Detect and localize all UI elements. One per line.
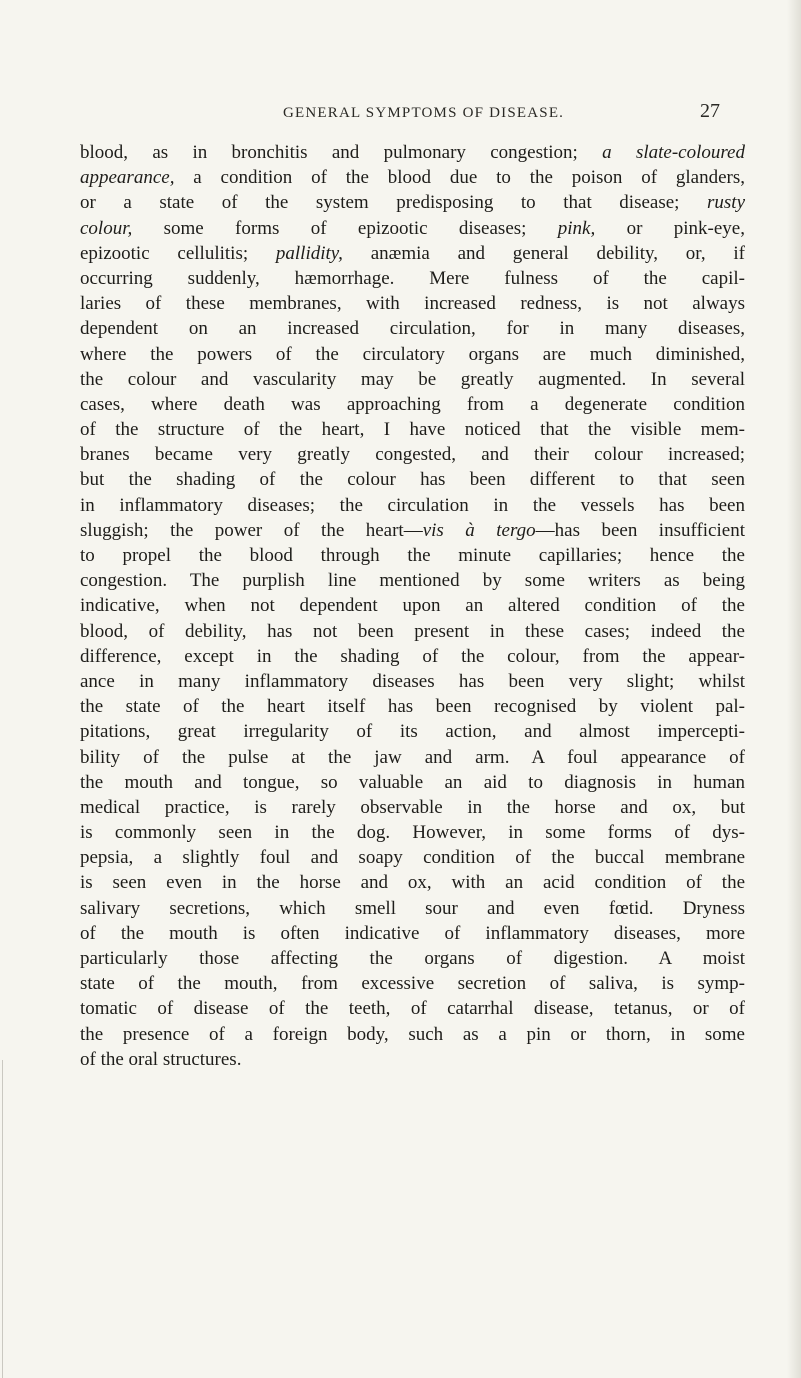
- text-line: occurring suddenly, hæmorrhage. Mere fulness of the capil-: [80, 267, 745, 289]
- text-line: tomatic of disease of the teeth, of catarrhal disease, tetanus, or of: [80, 998, 745, 1020]
- text-line: of the mouth is often indicative of inflammatory diseases, more: [80, 922, 745, 944]
- text-line: but the shading of the colour has been different to that seen: [80, 469, 745, 491]
- text-line: laries of these membranes, with increased redness, is not always: [80, 293, 745, 315]
- body-paragraph: [80, 140, 745, 1072]
- text-line: or a state of the system predisposing to that disease; rusty: [80, 192, 745, 214]
- text-line: congestion. The purplish line mentioned by some writers as being: [80, 570, 745, 592]
- text-line: pepsia, a slightly foul and soapy condition of the buccal membrane: [80, 847, 745, 869]
- text-line: appearance, a condition of the blood due to the poison of glanders,: [80, 167, 745, 189]
- text-line: blood, of debility, has not been present in these cases; indeed the: [80, 620, 745, 642]
- text-line: difference, except in the shading of the colour, from the appear-: [80, 645, 745, 667]
- text-line: cases, where death was approaching from a degenerate condition: [80, 393, 745, 415]
- text-line: particularly those affecting the organs of digestion. A moist: [80, 948, 745, 969]
- running-title: GENERAL SYMPTOMS OF DISEASE.: [283, 105, 565, 121]
- text-line: salivary secretions, which smell sour and even fœtid. Dryness: [80, 897, 745, 919]
- text-line: state of the mouth, from excessive secretion of saliva, is symp-: [80, 973, 745, 995]
- text-line: pitations, great irregularity of its action, and almost impercepti-: [80, 721, 745, 743]
- text-line: indicative, when not dependent upon an altered condition of the: [80, 595, 745, 617]
- text-line: the presence of a foreign body, such as a pin or thorn, in some: [80, 1023, 745, 1045]
- text-line: branes became very greatly congested, and their colour increased;: [80, 444, 745, 466]
- text-line-last: of the oral structures.: [80, 1048, 242, 1070]
- text-line: to propel the blood through the minute capillaries; hence the: [80, 545, 745, 566]
- text-line: the state of the heart itself has been recognised by violent pal-: [80, 696, 745, 718]
- text-line: the mouth and tongue, so valuable an aid to diagnosis in human: [80, 771, 745, 793]
- text-line: is commonly seen in the dog. However, in some forms of dys-: [80, 822, 745, 844]
- binding-edge-mark: [2, 1060, 3, 1378]
- text-line: of the structure of the heart, I have noticed that the visible mem-: [80, 419, 745, 441]
- text-line: in inflammatory diseases; the circulation in the vessels has been: [80, 494, 745, 516]
- page-edge-shadow: [787, 0, 801, 1378]
- text-line: dependent on an increased circulation, for in many diseases,: [80, 318, 745, 340]
- text-line: where the powers of the circulatory organs are much diminished,: [80, 343, 745, 365]
- text-line: medical practice, is rarely observable in the horse and ox, but: [80, 796, 745, 818]
- text-line: sluggish; the power of the heart—vis à tergo—has been insufficient: [80, 519, 745, 541]
- text-line: is seen even in the horse and ox, with an acid condition of the: [80, 872, 745, 894]
- page-number: 27: [700, 100, 720, 122]
- text-line: ance in many inflammatory diseases has been very slight; whilst: [80, 670, 745, 692]
- text-line: epizootic cellulitis; pallidity, anæmia and general debility, or, if: [80, 242, 745, 264]
- text-line: the colour and vascularity may be greatly augmented. In several: [80, 368, 745, 390]
- text-line: colour, some forms of epizootic diseases; pink, or pink-eye,: [80, 217, 745, 239]
- text-line: bility of the pulse at the jaw and arm. A foul appearance of: [80, 746, 745, 768]
- text-line: blood, as in bronchitis and pulmonary congestion; a slate-coloured: [80, 142, 745, 163]
